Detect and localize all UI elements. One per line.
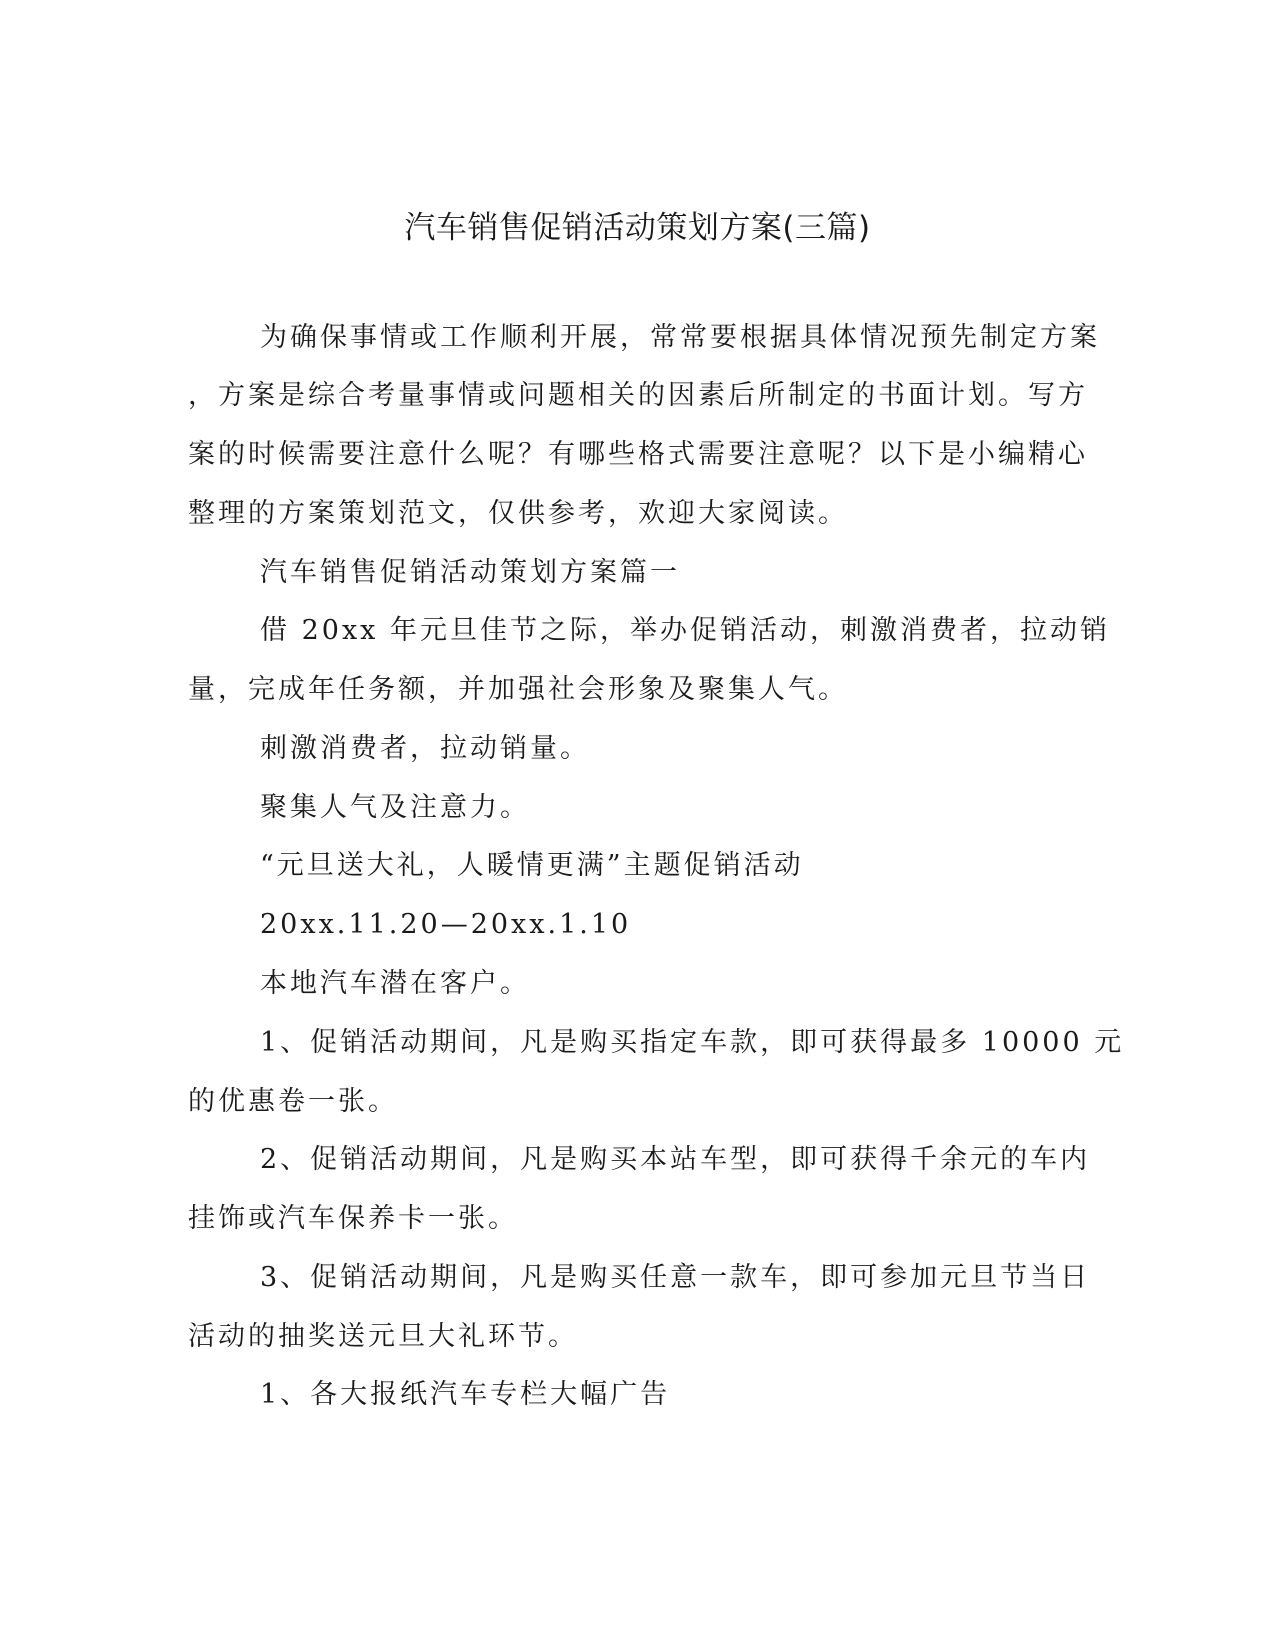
purpose-line-2: 量，完成年任务额，并加强社会形象及聚集人气。 (188, 674, 848, 705)
media-line-1: 1、各大报纸汽车专栏大幅广告 (260, 1379, 671, 1410)
offer-3-line-1: 3、促销活动期间，凡是购买任意一款车，即可参加元旦节当日 (260, 1262, 1091, 1293)
offer-3-line-2: 活动的抽奖送元旦大礼环节。 (188, 1321, 578, 1352)
intro-line-4: 整理的方案策划范文，仅供参考，欢迎大家阅读。 (188, 498, 848, 529)
theme-line: “元旦送大礼，人暖情更满”主题促销活动 (260, 850, 804, 881)
goal-line-2: 聚集人气及注意力。 (260, 792, 530, 823)
purpose-line-1: 借 20xx 年元旦佳节之际，举办促销活动，刺激消费者，拉动销 (260, 615, 1110, 646)
offer-1-line-2: 的优惠卷一张。 (188, 1086, 398, 1117)
section-heading: 汽车销售促销活动策划方案篇一 (260, 557, 680, 588)
document-title: 汽车销售促销活动策划方案(三篇) (404, 210, 871, 246)
date-line: 20xx.11.20—20xx.1.10 (260, 909, 632, 940)
offer-1-line-1: 1、促销活动期间，凡是购买指定车款，即可获得最多 10000 元 (260, 1027, 1125, 1058)
goal-line-1: 刺激消费者，拉动销量。 (260, 733, 590, 764)
intro-line-1: 为确保事情或工作顺利开展，常常要根据具体情况预先制定方案 (260, 322, 1100, 353)
target-line: 本地汽车潜在客户。 (260, 968, 530, 999)
intro-line-3: 案的时候需要注意什么呢？有哪些格式需要注意呢？以下是小编精心 (188, 439, 1088, 470)
offer-2-line-1: 2、促销活动期间，凡是购买本站车型，即可获得千余元的车内 (260, 1144, 1091, 1175)
offer-2-line-2: 挂饰或汽车保养卡一张。 (188, 1203, 518, 1234)
intro-line-2: ，方案是综合考量事情或问题相关的因素后所制定的书面计划。写方 (188, 380, 1088, 411)
